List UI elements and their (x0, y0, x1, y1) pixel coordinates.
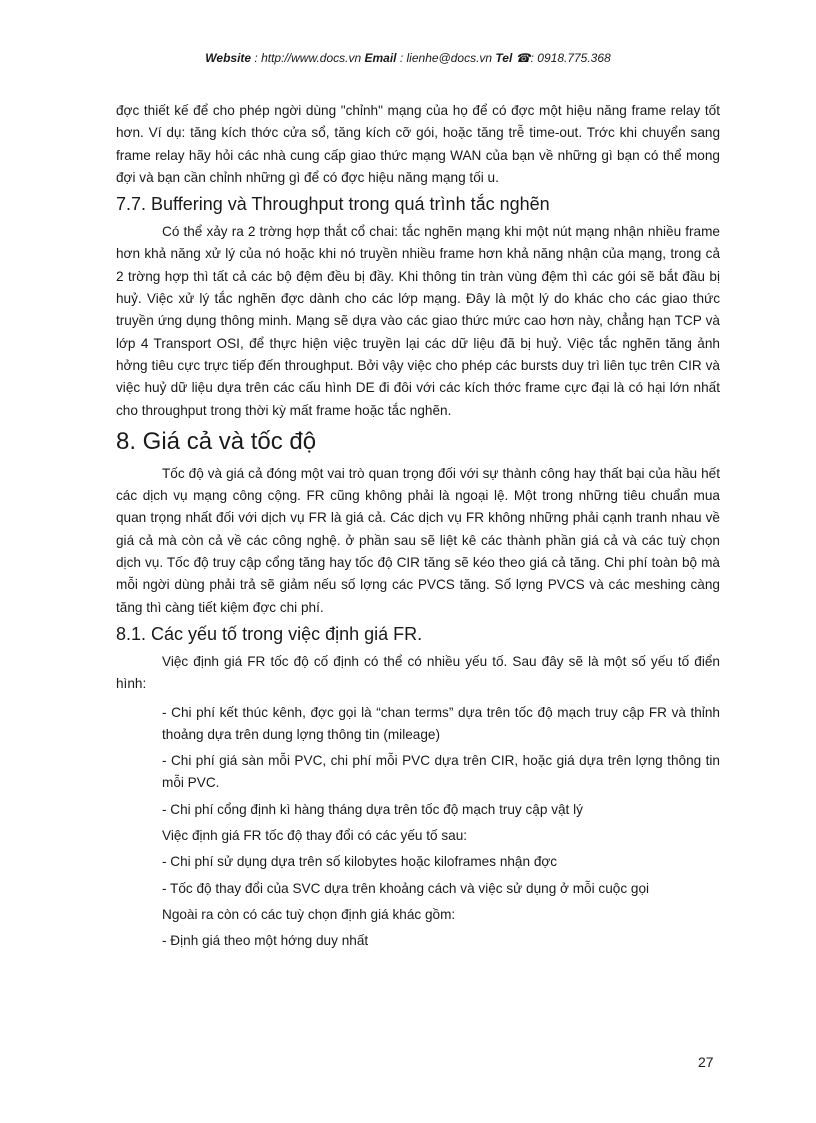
website-value: : http://www.docs.vn (254, 51, 362, 65)
email-value: : lienhe@docs.vn (399, 51, 493, 65)
list-item: - Tốc độ thay đổi của SVC dựa trên khoảng cách và việc sử dụng ở mỗi cuộc gọi (162, 880, 650, 896)
email-label: Email (364, 51, 397, 65)
page-header (0, 51, 816, 65)
list-item: - Chi phí giá sàn mỗi PVC, chi phí mỗi PVC dựa trên CIR, hoặc giá dựa trên lợng thông tin mỗi PVC. (162, 753, 720, 791)
list-item: - Định giá theo một hớng duy nhất (162, 933, 369, 949)
tel-label: Tel (495, 51, 513, 65)
section-8-heading: 8. Giá cả và tốc độ (116, 427, 317, 455)
section-8-paragraph: Tốc độ và giá cả đóng một vai trò quan trọng đối với sự thành công hay thất bại của hầu hết các dịch vụ mạng công cộng. FR cũng không phải là ngoại lệ. Một trong những tiêu chuẩn mua quan trọng nhất đối với dịch vụ FR là giá cả. Các dịch vụ FR không những phải cạnh tranh nhau về giá cả mà còn cả về các công nghệ. ở phần sau sẽ liệt kê các thành phần giá cả và các tuỳ chọn dịch vụ. Tốc độ truy cập cổng tăng hay tốc độ CIR tăng sẽ kéo theo giá cả tăng. Chi phí toàn bộ mà mỗi ngời dùng phải trả sẽ giảm nếu số lợng các PVCS tăng. Số lợng PVCS và các meshing càng tăng thì càng tiết kiệm đợc chi phí. (116, 465, 720, 615)
phone-icon: ☎ (515, 51, 531, 65)
variable-pricing-intro: Việc định giá FR tốc độ thay đổi có các yếu tố sau: (162, 828, 468, 844)
section-8-1-heading: 8.1. Các yếu tố trong việc định giá FR. (116, 623, 423, 644)
fixed-pricing-list (162, 702, 720, 821)
page-number: 27 (698, 1054, 714, 1070)
website-label: Website (205, 51, 252, 65)
intro-paragraph: đợc thiết kế để cho phép ngời dùng "chỉnh" mạng của họ để có đợc một hiệu năng frame relay tốt hơn. Ví dụ: tăng kích thớc cửa sổ, tăng kích cỡ gói, hoặc tăng trễ time-out. Trớc khi chuyển sang frame relay hãy hỏi các nhà cung cấp giao thức mạng WAN của bạn về những gì bạn có thể mong đợi và bạn cần chỉnh những gì để có đợc hiệu năng mạng tối u. (116, 103, 720, 185)
tel-value: : 0918.775.368 (530, 51, 611, 65)
list-item: - Chi phí cổng định kì hàng tháng dựa trên tốc độ mạch truy cập vật lý (162, 801, 583, 817)
list-item: - Chi phí sử dụng dựa trên số kilobytes hoặc kiloframes nhận đợc (162, 854, 558, 870)
section-7-7-paragraph: Có thể xảy ra 2 trờng hợp thắt cổ chai: tắc nghẽn mạng khi một nút mạng nhận nhiều frame hơn khả năng xử lý của nó hoặc khi nó truyền nhiều frame hơn khả năng nhận của mạng, trong cả 2 trờng hợp thì tất cả các bộ đệm đều bị đầy. Khi thông tin tràn vùng đệm thì các gói sẽ bắt đầu bị huỷ. Việc xử lý tắc nghẽn đợc dành cho các lớp mạng. Đây là một lý do khác cho các giao thức truyền ứng dụng thông minh. Mạng sẽ dựa vào các giao thức mức cao hơn này, chẳng hạn TCP và lớp 4 Transport OSI, để thực hiện việc truyền lại các dữ liệu đã bị huỷ. Việc tắc nghẽn tăng ảnh hởng tiêu cực trực tiếp đến throughput. Bởi vậy việc cho phép các bursts duy trì liên tục trên CIR và việc huỷ dữ liệu dựa trên các cấu hình DE đi đôi với các kích thớc frame cực đại là có hại lớn nhất cho throughput trong thời kỳ mất frame hoặc tắc nghẽn. (116, 224, 720, 418)
list-item: - Chi phí kết thúc kênh, đợc gọi là “chan terms” dựa trên tốc độ mạch truy cập FR và thỉnh thoảng dựa trên dung lợng thông tin (mileage) (162, 704, 720, 742)
other-pricing-intro: Ngoài ra còn có các tuỳ chọn định giá khác gồm: (162, 906, 456, 922)
section-7-7-heading: 7.7. Buffering và Throughput trong quá trình tắc nghẽn (116, 194, 550, 215)
section-8-1-paragraph: Việc định giá FR tốc độ cố định có thể có nhiều yếu tố. Sau đây sẽ là một số yếu tố điển hình: (116, 653, 720, 692)
page-content (116, 100, 720, 957)
